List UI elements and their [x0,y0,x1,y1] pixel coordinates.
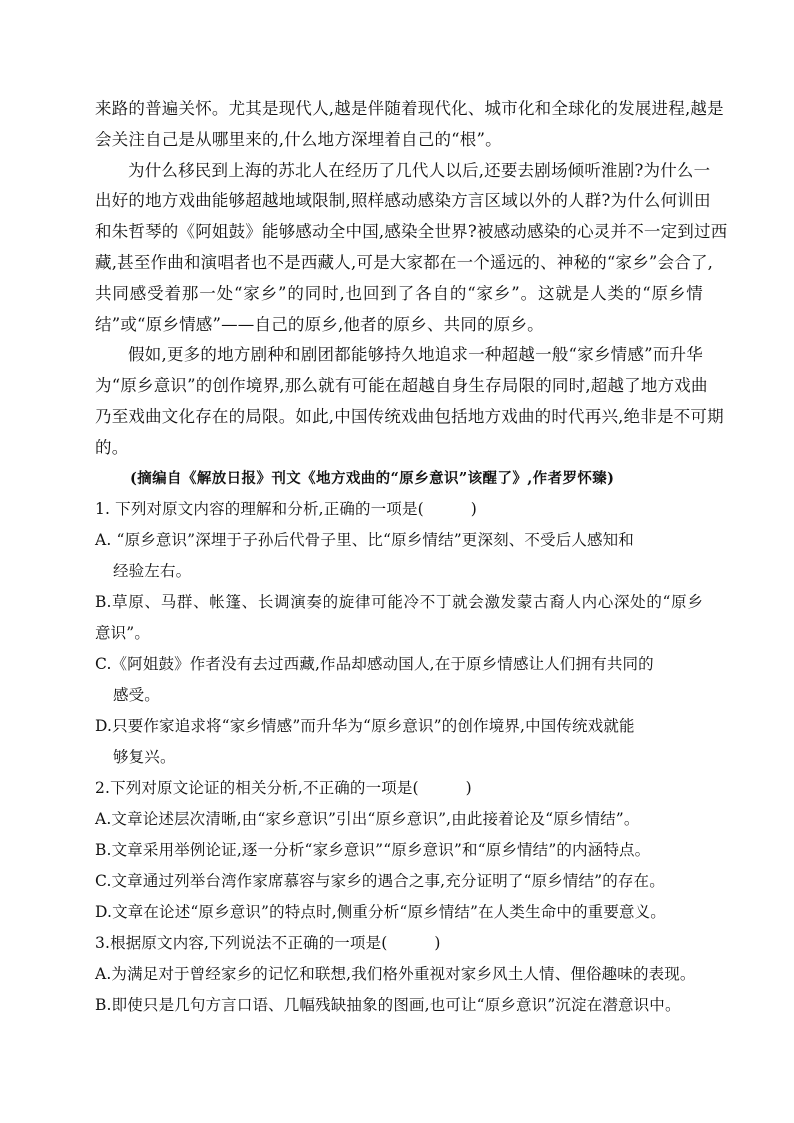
option-d-continued: 够复兴。 [113,748,176,767]
source-citation: (摘编自《解放日报》刊文《地方戏曲的“原乡意识”该醒了》,作者罗怀臻) [130,469,615,487]
option-b: B.文章采用举例论证,逐一分析“家乡意识”“原乡意识”和“原乡情结”的内涵特点。 [95,841,651,860]
paragraph-3 [95,340,724,463]
option-a: A.为满足对于曾经家乡的记忆和联想,我们格外重视对家乡风土人情、俚俗趣味的表现。 [95,965,696,984]
document-page [95,94,728,1021]
option-b: B.草原、马群、帐篷、长调演奏的旋律可能冷不丁就会激发蒙古裔人内心深处的“原乡 [95,593,703,612]
text-line: 结”或“原乡情感”——自己的原乡,他者的原乡、共同的原乡。 [95,314,544,334]
option-c: C.《阿姐鼓》作者没有去过西藏,作品却感动国人,在于原乡情感让人们拥有共同的 [95,655,654,674]
option-a-continued: 经验左右。 [113,562,192,581]
option-b: B.即使只是几句方言口语、几幅残缺抽象的图画,也可让“原乡意识”沉淀在潜意识中。 [95,996,681,1015]
option-b-continued: 意识”。 [95,624,151,643]
option-d: D.只要作家追求将“家乡情感”而升华为“原乡意识”的创作境界,中国传统戏就能 [95,717,635,736]
option-a: A. “原乡意识”深埋于子孙后代骨子里、比“原乡情结”更深刻、不受后人感知和 [95,531,634,550]
option-d: D.文章在论述“原乡意识”的特点时,侧重分析“原乡情结”在人类生命中的重要意义。 [95,903,666,922]
option-c-continued: 感受。 [113,686,160,705]
text-line: 出好的地方戏曲能够超越地域限制,照样感动感染方言区域以外的人群?为什么何训田 [95,191,711,211]
question-stem: 1. 下列对原文内容的理解和分析,正确的一项是( ) [95,500,477,519]
text-line: 为“原乡意识”的创作境界,那么就有可能在超越自身生存局限的同时,超越了地方戏曲 [95,376,708,396]
text-line: 为什么移民到上海的苏北人在经历了几代人以后,还要去剧场倾听淮剧?为什么一 [128,160,711,180]
question-stem: 2.下列对原文论证的相关分析,不正确的一项是( ) [95,779,472,798]
text-line: 会关注自己是从哪里来的,什么地方深埋着自己的“根”。 [95,129,502,149]
text-line: 的。 [95,437,129,457]
text-line: 来路的普遍关怀。尤其是现代人,越是伴随着现代化、城市化和全球化的发展进程,越是 [95,99,724,118]
option-a: A.文章论述层次清晰,由“家乡意识”引出“原乡意识”,由此接着论及“原乡情结”。 [95,810,640,829]
question-stem: 3.根据原文内容,下列说法不正确的一项是( ) [95,934,441,953]
question-3 [95,928,703,1021]
text-line: 和朱哲琴的《阿姐鼓》能够感动全中国,感染全世界?被感动感染的心灵并不一定到过西 [95,222,728,242]
text-line: 乃至戏曲文化存在的局限。如此,中国传统戏曲包括地方戏曲的时代再兴,绝非是不可期 [95,406,724,426]
question-2 [95,773,703,928]
paragraph-2 [95,156,728,341]
text-line: 共同感受着那一处“家乡”的同时,也回到了各自的“家乡”。这就是人类的“原乡情 [95,283,703,303]
paragraph-1 [95,94,724,156]
text-line: 假如,更多的地方剧种和剧团都能够持久地追求一种超越一般“家乡情感”而升华 [128,345,703,365]
text-line: 藏,甚至作曲和演唱者也不是西藏人,可是大家都在一个遥远的、神秘的“家乡”会合了, [95,252,714,272]
option-c: C.文章通过列举台湾作家席慕容与家乡的遇合之事,充分证明了“原乡情结”的存在。 [95,872,665,891]
question-1 [95,494,703,773]
